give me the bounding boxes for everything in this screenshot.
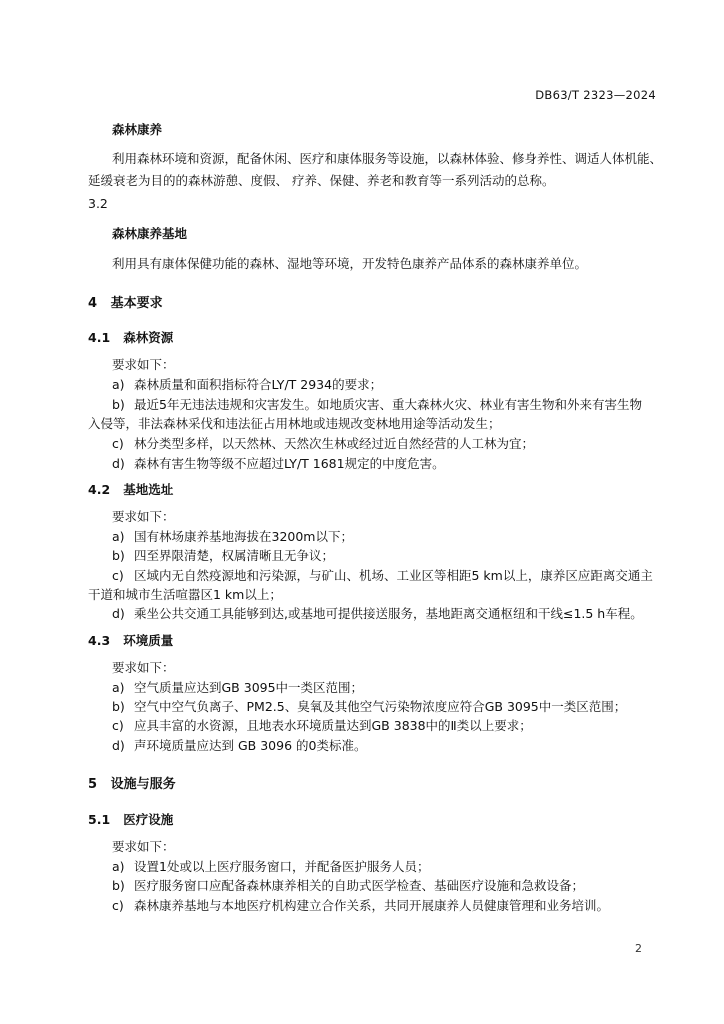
item-mark: b)	[112, 699, 125, 714]
item-mark: c)	[112, 436, 124, 451]
item-mark: a)	[112, 859, 125, 874]
item-text: 区域内无自然疫源地和污染源，与矿山、机场、工业区等相距5 km以上，康养区应距离交通主	[134, 568, 653, 583]
list-item	[112, 896, 609, 914]
item-text: 应具丰富的水资源，且地表水环境质量达到GB 3838中的Ⅱ类以上要求；	[134, 718, 532, 733]
list-item	[112, 546, 334, 564]
item-text: 乘坐公共交通工具能够到达,或基地可提供接送服务，基地距离交通枢纽和干线≤1.5 h车程。	[134, 606, 643, 621]
term-title: 森林康养	[112, 122, 163, 137]
list-item-continuation: 干道和城市生活喧嚣区1 km以上；	[88, 587, 282, 602]
item-mark: a)	[112, 529, 125, 544]
list-item	[112, 604, 643, 622]
list-item	[112, 454, 445, 472]
section-heading-4-2	[88, 480, 173, 498]
term-definition-3-2: 利用具有康体保健功能的森林、湿地等环境，开发特色康养产品体系的森林康养单位。	[112, 256, 588, 271]
item-text: 设置1处或以上医疗服务窗口，并配备医护服务人员；	[134, 859, 430, 874]
clause-number-3-2: 3.2	[88, 196, 108, 211]
item-text: 医疗服务窗口应配备森林康养相关的自助式医学检查、基础医疗设施和急救设备；	[134, 878, 585, 893]
item-mark: d)	[112, 606, 125, 621]
list-item-continuation: 入侵等，非法森林采伐和违法征占用林地或违规改变林地用途等活动发生；	[88, 416, 501, 431]
section-number: 4.1	[88, 330, 111, 345]
list-item	[112, 678, 363, 696]
chapter-title: 基本要求	[110, 296, 163, 311]
term-definition-line2: 延缓衰老为目的的森林游憩、度假、 疗养、保健、养老和教育等一系列活动的总称。	[88, 173, 555, 188]
list-item	[112, 697, 626, 715]
item-mark: b)	[112, 878, 125, 893]
item-text: 四至界限清楚，权属清晰且无争议；	[134, 548, 335, 563]
section-heading-4-1	[88, 328, 173, 346]
list-item	[112, 527, 353, 545]
chapter-number: 5	[88, 777, 98, 792]
term-title-3-2: 森林康养基地	[112, 226, 188, 241]
item-text: 空气中空气负离子、PM2.5、臭氧及其他空气污染物浓度应符合GB 3095中一类区范围；	[134, 699, 627, 714]
requirements-intro: 要求如下：	[112, 660, 175, 675]
item-mark: c)	[112, 718, 124, 733]
item-mark: a)	[112, 377, 125, 392]
list-item	[112, 736, 366, 754]
requirements-intro: 要求如下：	[112, 357, 175, 372]
item-text: 森林有害生物等级不应超过LY/T 1681规定的中度危害。	[134, 456, 445, 471]
term-definition-line1: 利用森林环境和资源，配备休闲、医疗和康体服务等设施，以森林体验、修身养性、调适人体机能、	[112, 151, 663, 166]
section-heading-4-3	[88, 631, 173, 649]
item-text: 最近5年无违法违规和灾害发生。如地质灾害、重大森林火灾、林业有害生物和外来有害生物	[134, 397, 642, 412]
section-title: 医疗设施	[123, 812, 174, 827]
item-mark: d)	[112, 456, 125, 471]
requirements-intro: 要求如下：	[112, 509, 175, 524]
item-text: 国有林场康养基地海拔在3200m以下；	[134, 529, 353, 544]
chapter-title: 设施与服务	[110, 777, 176, 792]
list-item	[112, 566, 653, 584]
item-text: 森林康养基地与本地医疗机构建立合作关系，共同开展康养人员健康管理和业务培训。	[134, 898, 610, 913]
list-item	[112, 375, 382, 393]
page-number: 2	[635, 942, 642, 955]
section-number: 5.1	[88, 812, 111, 827]
section-title: 基地选址	[123, 482, 174, 497]
requirements-intro: 要求如下：	[112, 839, 175, 854]
item-text: 声环境质量应达到 GB 3096 的0类标准。	[134, 738, 367, 753]
list-item	[112, 857, 429, 875]
item-mark: b)	[112, 548, 125, 563]
list-item	[112, 716, 532, 734]
chapter-number: 4	[88, 296, 98, 311]
section-heading-5-1	[88, 810, 173, 828]
section-number: 4.3	[88, 633, 111, 648]
chapter-heading-5	[88, 773, 176, 792]
item-mark: a)	[112, 680, 125, 695]
list-item	[112, 434, 534, 452]
section-title: 森林资源	[123, 330, 174, 345]
section-title: 环境质量	[123, 633, 174, 648]
item-mark: c)	[112, 568, 124, 583]
item-mark: c)	[112, 898, 124, 913]
section-number: 4.2	[88, 482, 111, 497]
item-mark: b)	[112, 397, 125, 412]
list-item	[112, 876, 584, 894]
list-item	[112, 395, 642, 413]
item-text: 空气质量应达到GB 3095中一类区范围；	[134, 680, 364, 695]
item-mark: d)	[112, 738, 125, 753]
chapter-heading-4	[88, 292, 163, 311]
item-text: 林分类型多样，以天然林、天然次生林或经过近自然经营的人工林为宜；	[134, 436, 535, 451]
item-text: 森林质量和面积指标符合LY/T 2934的要求；	[134, 377, 383, 392]
standard-code: DB63/T 2323—2024	[535, 88, 656, 102]
